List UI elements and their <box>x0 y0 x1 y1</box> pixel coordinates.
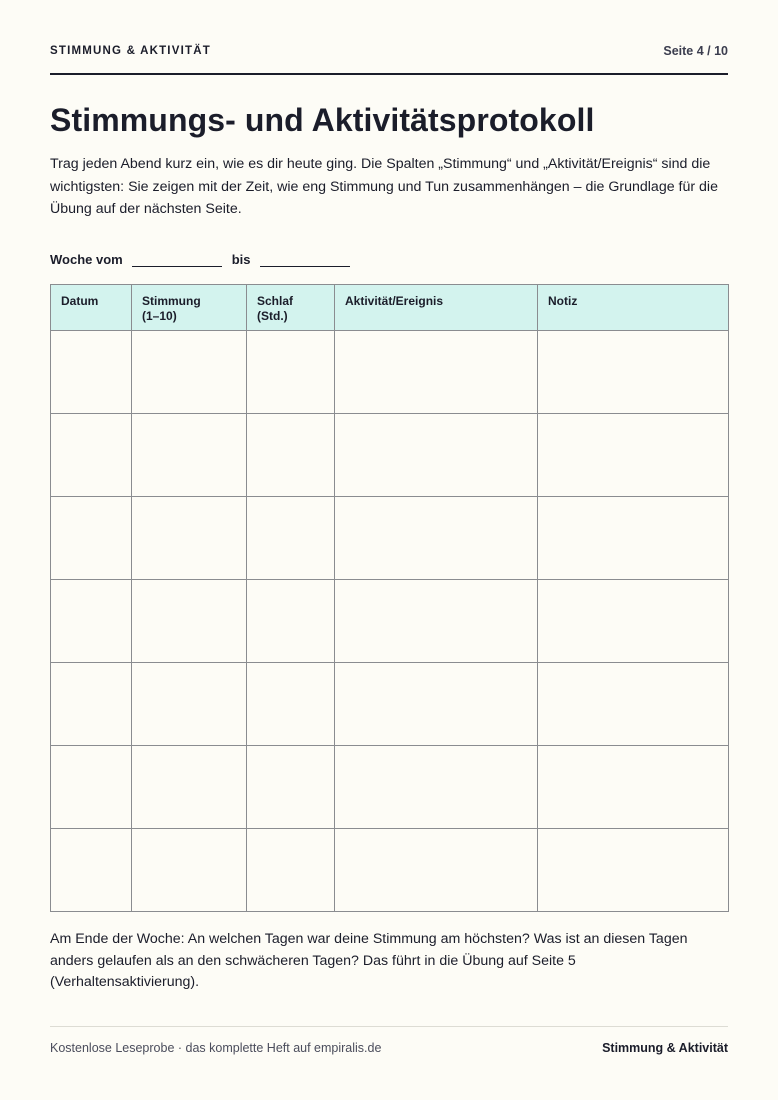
week-from-label: Woche vom <box>50 252 123 267</box>
intro-paragraph: Trag jeden Abend kurz ein, wie es dir heute ging. Die Spalten „Stimmung“ und „Aktivität/Ereignis“ sind die wichtigsten: Sie zeigen mit der Zeit, wie eng Stimmung und Tun zusammenhängen – die Grundlage für die Übung auf der nächsten Seite. <box>50 156 718 217</box>
note-cell[interactable] <box>538 331 729 414</box>
running-header <box>50 44 728 75</box>
mood-cell[interactable] <box>132 580 247 663</box>
closing-paragraph: Am Ende der Woche: An welchen Tagen war deine Stimmung am höchsten? Was ist an diesen Tagen anders gelaufen als an den schwächeren Tagen? Das führt in die Übung auf Seite 5 (Verhaltensaktivierung). <box>50 931 688 990</box>
activity-cell[interactable] <box>335 580 538 663</box>
table-row <box>51 580 729 663</box>
footer-promo: Kostenlose Leseprobe · das komplette Heft auf empiralis.de <box>50 1041 382 1055</box>
activity-cell[interactable] <box>335 414 538 497</box>
column-header-mood <box>132 285 247 331</box>
date-cell[interactable] <box>51 331 132 414</box>
table-body <box>51 331 729 912</box>
activity-cell[interactable] <box>335 497 538 580</box>
note-cell[interactable] <box>538 829 729 912</box>
running-title: STIMMUNG & AKTIVITÄT <box>50 45 211 57</box>
week-from-field[interactable] <box>132 254 222 267</box>
column-header-note-label: Notiz <box>548 294 578 308</box>
mood-cell[interactable] <box>132 663 247 746</box>
mood-cell[interactable] <box>132 331 247 414</box>
week-to-field[interactable] <box>260 254 350 267</box>
note-cell[interactable] <box>538 580 729 663</box>
column-header-date <box>51 285 132 331</box>
column-header-activity-label: Aktivität/Ereignis <box>345 294 444 308</box>
date-cell[interactable] <box>51 497 132 580</box>
sleep-cell[interactable] <box>247 414 335 497</box>
sleep-cell[interactable] <box>247 331 335 414</box>
mood-cell[interactable] <box>132 414 247 497</box>
sleep-cell[interactable] <box>247 663 335 746</box>
footer-divider <box>50 1026 728 1027</box>
sleep-cell[interactable] <box>247 829 335 912</box>
mood-cell[interactable] <box>132 497 247 580</box>
footer-title: Stimmung & Aktivität <box>602 1041 728 1055</box>
activity-cell[interactable] <box>335 829 538 912</box>
mood-cell[interactable] <box>132 829 247 912</box>
note-cell[interactable] <box>538 414 729 497</box>
date-cell[interactable] <box>51 414 132 497</box>
sleep-cell[interactable] <box>247 580 335 663</box>
table-row <box>51 497 729 580</box>
week-to-label: bis <box>231 252 251 267</box>
sleep-cell[interactable] <box>247 746 335 829</box>
date-cell[interactable] <box>51 580 132 663</box>
column-header-note <box>538 285 729 331</box>
column-header-activity <box>335 285 538 331</box>
activity-cell[interactable] <box>335 331 538 414</box>
table-row <box>51 414 729 497</box>
note-cell[interactable] <box>538 497 729 580</box>
column-header-date-label: Datum <box>61 294 99 308</box>
note-cell[interactable] <box>538 746 729 829</box>
date-cell[interactable] <box>51 663 132 746</box>
column-header-sleep <box>247 285 335 331</box>
mood-activity-table <box>50 284 729 912</box>
mood-cell[interactable] <box>132 746 247 829</box>
table-header-row <box>51 285 729 331</box>
page-title: Stimmungs- und Aktivitätsprotokoll <box>50 102 595 138</box>
table-row <box>51 331 729 414</box>
column-header-mood-scale: (1–10) <box>142 309 177 323</box>
activity-cell[interactable] <box>335 663 538 746</box>
week-range <box>50 252 360 267</box>
table-row <box>51 663 729 746</box>
column-header-sleep-label: Schlaf <box>257 294 294 308</box>
date-cell[interactable] <box>51 829 132 912</box>
column-header-mood-label: Stimmung <box>142 294 201 308</box>
sleep-cell[interactable] <box>247 497 335 580</box>
page-number: Seite 4 / 10 <box>663 44 728 58</box>
table-row <box>51 746 729 829</box>
table-row <box>51 829 729 912</box>
date-cell[interactable] <box>51 746 132 829</box>
activity-cell[interactable] <box>335 746 538 829</box>
column-header-sleep-unit: (Std.) <box>257 309 288 323</box>
note-cell[interactable] <box>538 663 729 746</box>
